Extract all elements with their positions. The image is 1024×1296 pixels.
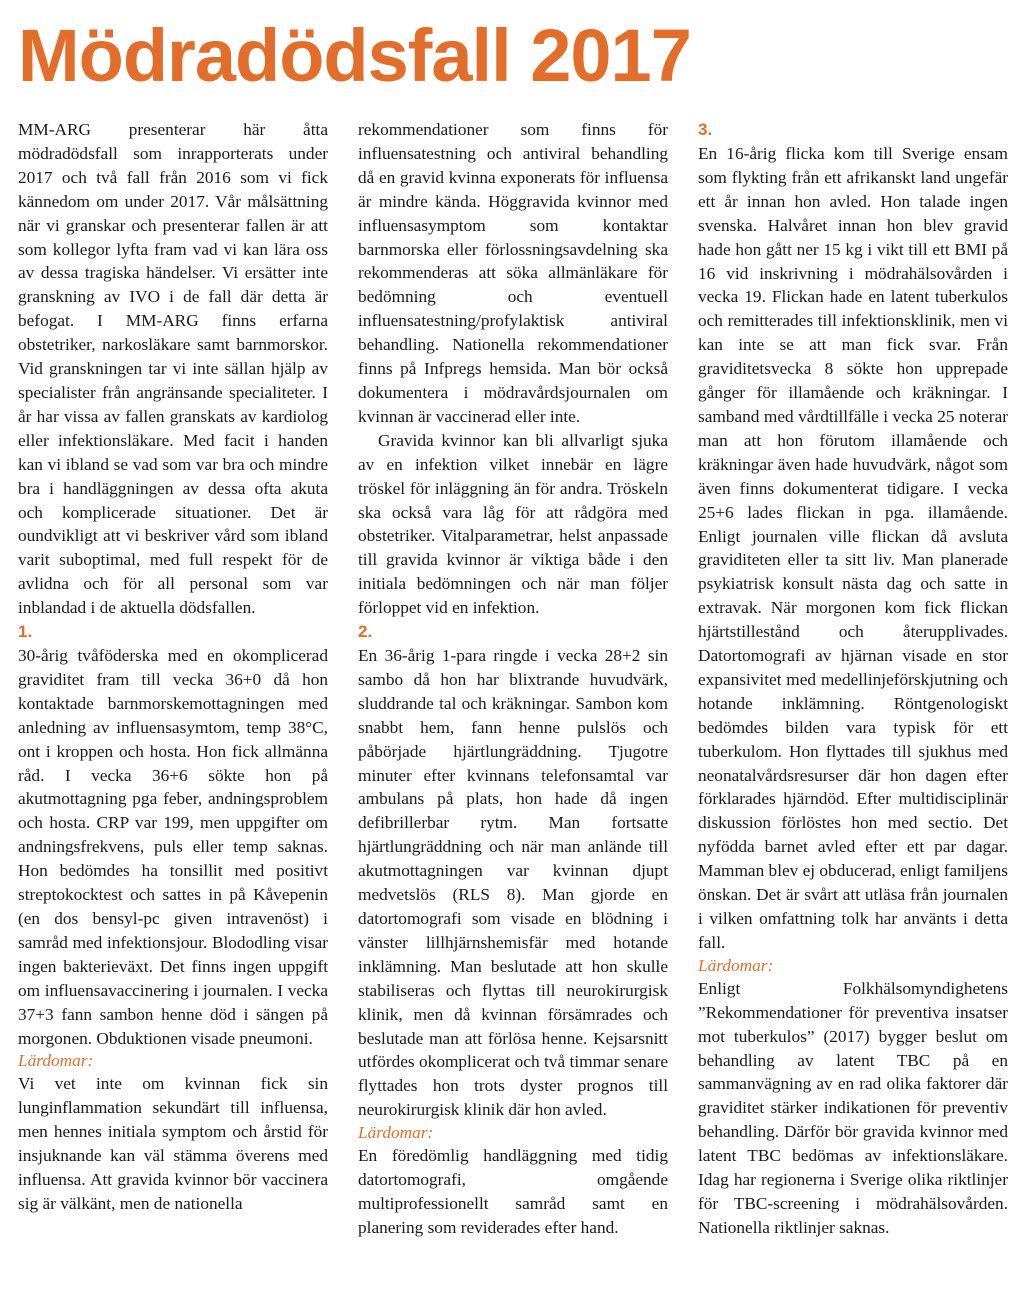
column-1 <box>18 118 328 1216</box>
case-2-lesson-text: En föredömlig handläggning med tidig datortomografi, omgående multiprofessionellt samråd samt en planering som reviderades efter hand. <box>358 1146 668 1237</box>
case-3-lesson-text: Enligt Folkhälsomyndighetens ”Rekommendationer för preventiva insatser mot tuberkulos” (2017) bygger beslut om behandling av latent TBC på en sammanvägning av en rad olika faktorer där graviditet stärker indikationen för preventiv behandling. Därför bör gravida kvinnor med latent TBC bedömas av infektionsläkare. Idag har regionerna i Sverige olika riktlinjer för TBC-screening i mödrahälsovården. Nationella riktlinjer saknas. <box>698 978 1008 1237</box>
intro-paragraph: MM-ARG presenterar här åtta mödradödsfall som inrapporterats under 2017 och två fall från 2016 som vi fick kännedom om under 2017. Vår målsättning när vi granskar och presenterar fallen är att som kollegor lyfta fram vad vi kan lära oss av dessa tragiska händelser. Vi ersätter inte granskning av IVO i de fall där detta är befogat. I MM-ARG finns erfarna obstetriker, narkosläkare samt barnmorskor. Vid granskningen tar vi inte sällan hjälp av specialister från angränsande specialiteter. I år har vissa av fallen granskats av kardiolog eller infektionsläkare. Med facit i handen kan vi ibland se vad som var bra och mindre bra i handläggningen av dessa ofta akuta och komplicerade situationer. Det är oundvikligt att vi beskriver vård som ibland varit suboptimal, med full respekt för de avlidna och för all personal som var inblandad i de aktuella dödsfallen. <box>18 120 328 618</box>
case-3-text: En 16-årig flicka kom till Sverige ensam som flykting från ett afrikanskt land ungefär ett år innan hon avled. Hon talade ingen svenska. Halvåret innan hon blev gravid hade hon gått ner 15 kg i vikt till ett BMI på 16 vid inskrivning i mödrahälsovården i vecka 19. Flickan hade en latent tuberkulos och remitterades till infektionsklinik, men vi kan inte se att man fick svar. Från graviditetsvecka 8 sökte hon upprepade gånger för illamående och kräkningar. I samband med vårdtillfälle i vecka 25 noterar man att hon förutom illamående och kräkningar även hade huvudvärk, något som även finns dokumenterat tidigare. I vecka 25+6 lades flickan in pga. illamående. Enligt journalen ville flickan då avsluta graviditeten eller ta sitt liv. Man planerade psykiatrisk konsult nästa dag och satte in extravak. När morgonen kom fick flickan hjärtstillestånd och återupplivades. Datortomografi av hjärnan visade en stor expansivitet med medellinjeförskjutning och hotande inklämning. Röntgenologiskt bedömdes bilden vara typisk för ett tuberkulom. Hon flyttades till sjukhus med neonatalvårdsresurser där hon dagen efter förklarades hjärndöd. Efter multidisciplinär diskussion förlöstes hon med sectio. Det nyfödda barnet avled efter ett par dagar. Mamman blev ej obducerad, enligt familjens önskan. Det är svårt att utläsa från journalen i vilken omfattning tolk har använts i detta fall. <box>698 144 1009 952</box>
case-1-lesson-text-part-3: Gravida kvinnor kan bli allvarligt sjuka av en infektion vilket innebär en lägre tröskel för inläggning än för andra. Tröskeln ska också vara låg för att rådgöra med obstetriker. Vitalparametrar, helst anpassade till gravida kvinnor är viktiga både i den initiala bedömningen och när man följer förloppet vid en infektion. <box>358 430 668 618</box>
case-1-text: 30-årig tvåföderska med en okomplicerad graviditet fram till vecka 36+0 då hon kontaktade barnmorskemottagningen med anledning av influensasymtom, temp 38°C, ont i kroppen och hosta. Hon fick allmänna råd. I vecka 36+6 sökte hon på akutmottagning pga feber, andningsproblem och hosta. CRP var 199, men uppgifter om andningsfrekvens, puls eller temp saknas. Hon bedömdes ha tonsillit med positivt streptokocktest och sattes in på Kåvepenin (en dos bensyl-pc given intravenöst) i samråd med infektionsjour. Blododling visar ingen bakterieväxt. Det finns ingen uppgift om influensavaccinering i journalen. I vecka 37+3 fann sambon henne död i sängen på morgonen. Obduktionen visade pneumoni. <box>18 646 328 1048</box>
page-title: Mödradödsfall 2017 <box>18 14 691 97</box>
column-3 <box>698 118 1008 1240</box>
case-1-number: 1. <box>18 622 33 642</box>
case-2-text: En 36-årig 1-para ringde i vecka 28+2 sin sambo då hon har blixtrande huvudvärk, sluddrande tal och kräkningar. Sambon kom snabbt hem, fann henne pulslös och påbörjade hjärtlungräddning. Tjugotre minuter efter kvinnans telefonsamtal var ambulans på plats, hon hade då ingen defibrillerbar rytm. Man fortsatte hjärtlungräddning och när man anlände till akutmottagningen var kvinnan djupt medvetslös (RLS 8). Man gjorde en datortomografi som visade en blödning i vänster lillhjärnshemisfär med hotande inklämning. Man beslutade att hon skulle stabiliseras och flyttas till neurokirurgisk klinik, men då kvinnan försämrades och beslutade man att förlösa henne. Kejsarsnitt utfördes okomplicerat och två timmar senare flyttades hon trots dyster prognos till neurokirurgisk klinik där hon avled. <box>358 646 668 1120</box>
case-1-lesson-text-part-1: Vi vet inte om kvinnan fick sin lunginflammation sekundärt till influensa, men hennes initiala symptom och årstid för insjuknande kan väl stämma överens med influensa. Att gravida kvinnor bör vaccinera sig är välkänt, men de nationella <box>18 1074 328 1213</box>
case-1-lesson-text-part-2: rekommendationer som finns för influensatestning och antiviral behandling då en gravid kvinna exponerats för influensa är mindre kända. Höggravida kvinnor med influensasymptom som kontaktar barnmorska eller förlossningsavdelning ska rekommenderas att söka allmänläkare för bedömning och eventuell influensatestning/profylaktisk antiviral behandling. Nationella rekommendationer finns på Infpregs hemsida. Man bör också dokumentera i mödravårdsjournalen om kvinnan är vaccinerad eller inte. <box>358 120 668 426</box>
case-3-lesson-label: Lärdomar: <box>698 955 774 975</box>
case-3-number: 3. <box>698 120 713 139</box>
case-2-number: 2. <box>358 622 373 642</box>
case-2-lesson-label: Lärdomar: <box>358 1123 434 1143</box>
column-2 <box>358 118 668 1240</box>
case-1-lesson-label: Lärdomar: <box>18 1051 94 1071</box>
